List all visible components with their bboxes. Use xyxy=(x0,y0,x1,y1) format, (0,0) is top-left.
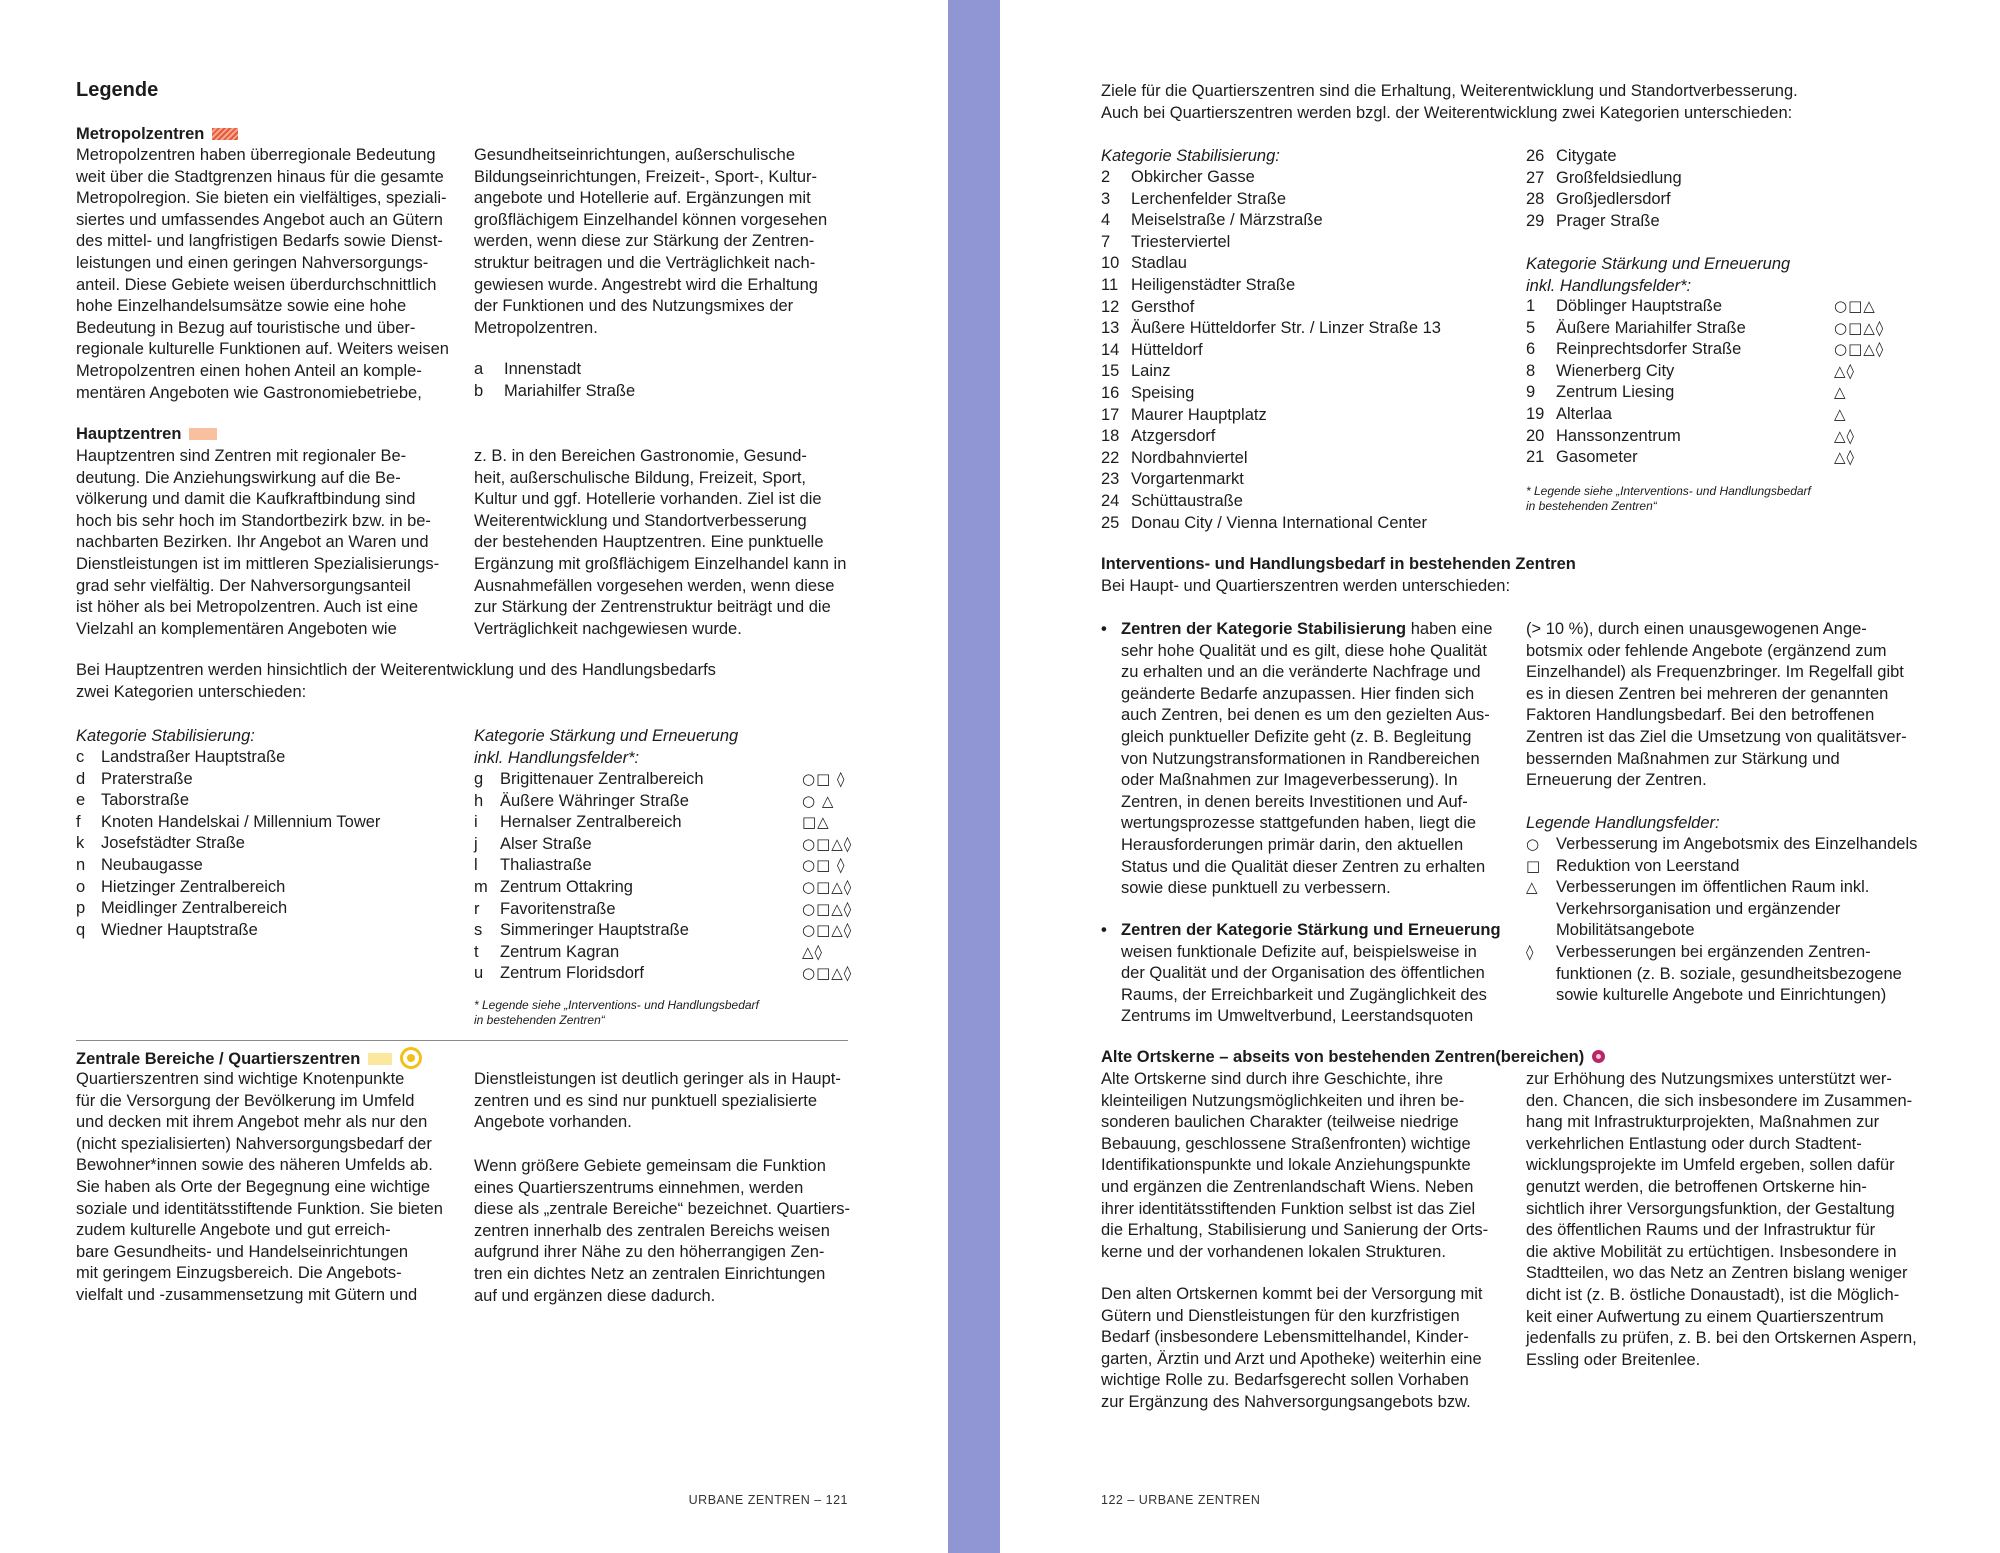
list-item: u Zentrum Floridsdorf ○□△◊ xyxy=(474,963,874,985)
list-item: q Wiedner Hauptstraße xyxy=(76,920,258,939)
list-item: 21 Gasometer △◊ xyxy=(1526,447,1906,469)
list-item: 4 Meiselstraße / Märzstraße xyxy=(1101,211,1323,230)
list-item: 8 Wienerberg City △◊ xyxy=(1526,361,1906,383)
handlungsfeld-symbols: ○□△◊ xyxy=(802,899,853,918)
list-item: j Alser Straße ○□△◊ xyxy=(474,834,874,856)
haupt-footnote: * Legende siehe „Interventions- und Handlungsbedarf in bestehenden Zentren“ xyxy=(474,998,759,1027)
legend-title: Legende xyxy=(76,79,159,101)
handlungsfeld-symbols: ○□△◊ xyxy=(802,921,853,940)
list-item: 5 Äußere Mariahilfer Straße ○□△◊ xyxy=(1526,318,1906,340)
handlungsfeld-symbols: ○□△◊ xyxy=(802,877,853,896)
handlungsfeld-symbols: △◊ xyxy=(1834,448,1855,467)
legend-handlungsfelder xyxy=(1526,834,1946,1007)
list-item: 10 Stadlau xyxy=(1101,254,1187,273)
handlungsfeld-symbols: ○ △ xyxy=(802,791,835,810)
handlungsfeld-symbols: △◊ xyxy=(1834,426,1855,445)
quartier-footnote: * Legende siehe „Interventions- und Handlungsbedarf in bestehenden Zentren“ xyxy=(1526,484,1811,513)
bullet-stabilisierung: • Zentren der Kategorie Stabilisierung haben eine sehr hohe Qualität und es gilt, diese hohe Qualität zu erhalten und an die veränderte Nachfrage und geänderte Bedarfe anzupassen. Hier finden sich auch Zentren, bei denen es um den gezielten Aus- gleich punktueller Defizite geht (z. B. Begleitung von Nutzungstransformationen in Randbereichen oder Maßnahmen zur Imageverbesserung). In Zentren, in denen bereits Investitionen und Auf- wertungsprozesse stattgefunden haben, liegt die Herausforderungen primär darin, den aktuellen Status und die Qualität dieser Zentren zu erhalten sowie diese punktuell zu verbessern. xyxy=(1101,619,1521,900)
list-item: 15 Lainz xyxy=(1101,362,1171,381)
list-item: 24 Schüttaustraße xyxy=(1101,491,1243,510)
list-item: o Hietzinger Zentralbereich xyxy=(76,877,286,896)
quartier-stab-heading: Kategorie Stabilisierung: xyxy=(1101,147,1280,165)
list-item: △ Verbesserungen im öffentlichen Raum inkl. Verkehrsorganisation und ergänzender Mobilitätsangebote xyxy=(1526,877,1946,942)
list-item: f Knoten Handelskai / Millennium Tower xyxy=(76,812,381,831)
list-item: 9 Zentrum Liesing △ xyxy=(1526,382,1906,404)
haupt-heading-text: Hauptzentren xyxy=(76,425,182,443)
list-item: 14 Hütteldorf xyxy=(1101,340,1203,359)
list-item: 3 Lerchenfelder Straße xyxy=(1101,189,1287,208)
diamond-icon: ◊ xyxy=(1526,942,1534,961)
list-item: 16 Speising xyxy=(1101,383,1195,402)
list-item: 2 Obkircher Gasse xyxy=(1101,168,1255,186)
list-item: 7 Triesterviertel xyxy=(1101,232,1231,251)
haupt-intro: Bei Hauptzentren werden hinsichtlich der Weiterentwicklung und des Handlungsbedarfs zwei Kategorien unterschieden: xyxy=(76,661,716,701)
list-item: n Neubaugasse xyxy=(76,855,203,874)
metro-heading-text: Metropolzentren xyxy=(76,125,205,143)
circle-icon: ○ xyxy=(1526,835,1540,853)
list-item: 13 Äußere Hütteldorfer Str. / Linzer Straße 13 xyxy=(1101,319,1441,338)
interv-intro: Bei Haupt- und Quartierszentren werden unterschieden: xyxy=(1101,577,1511,595)
list-item: 12 Gersthof xyxy=(1101,297,1195,316)
bullet-icon: • xyxy=(1101,620,1107,638)
triangle-icon: △ xyxy=(1526,878,1538,897)
list-item: t Zentrum Kagran △◊ xyxy=(474,942,874,964)
list-item: s Simmeringer Hauptstraße ○□△◊ xyxy=(474,920,874,942)
list-item: 29 Prager Straße xyxy=(1526,211,1660,230)
list-item: 23 Vorgartenmarkt xyxy=(1101,470,1244,489)
bullet-icon: • xyxy=(1101,921,1107,939)
list-item: k Josefstädter Straße xyxy=(76,834,245,853)
haupt-heading xyxy=(76,424,217,446)
quartier-text-col2a: Dienstleistungen ist deutlich geringer als in Haupt- zentren und es sind nur punktuell spezialisierte Angebote vorhanden. xyxy=(474,1070,841,1132)
handlungsfeld-symbols: □△ xyxy=(802,813,830,832)
list-item: 25 Donau City / Vienna International Center xyxy=(1101,513,1427,532)
haupt-stab-heading: Kategorie Stabilisierung: xyxy=(76,727,255,745)
list-item: 20 Hanssonzentrum △◊ xyxy=(1526,426,1906,448)
list-item: i Hernalser Zentralbereich □△ xyxy=(474,812,874,834)
list-item: h Äußere Währinger Straße ○ △ xyxy=(474,791,874,813)
metro-text-col1: Metropolzentren haben überregionale Bedeutung weit über die Stadtgrenzen hinaus für die gesamte Metropolregion. Sie bieten ein vielfältiges, speziali- siertes und umfassendes Angebot auch an Gütern des mittel- und langfristigen Bedarfs sowie Dienst- leistungen und einen geringen Nahversorgungs- anteil. Diese Gebiete weisen überdurchschnittlich hohe Einzelhandelsumsätze sowie eine hohe Bedeutung in Bezug auf touristische und über- regionale kulturelle Funktionen auf. Weiters weisen Metropolzentren einen hohen Anteil an komple- mentären Angeboten wie Gastronomiebetriebe, xyxy=(76,146,449,402)
quartier-text-col2b: Wenn größere Gebiete gemeinsam die Funktion eines Quartierszentrums einnehmen, werden diese als „zentrale Bereiche“ bezeichnet. Quartiers- zentren innerhalb des zentralen Bereichs weisen aufgrund ihrer Nähe zu den höherrangigen Zen- tren ein dichtes Netz an zentralen Einrichtungen auf und ergänzen diese dadurch. xyxy=(474,1157,851,1305)
handlungsfeld-symbols: ○□△ xyxy=(1834,297,1876,315)
quartier-swatch-icon xyxy=(368,1053,392,1065)
left-page xyxy=(0,0,948,1553)
handlungsfeld-symbols: △ xyxy=(1834,404,1847,423)
quartier-circle-icon xyxy=(400,1047,422,1069)
handlungsfeld-symbols: ○□ ◊ xyxy=(802,770,846,788)
list-item: 26 Citygate xyxy=(1526,147,1617,165)
alte-text-col2: zur Erhöhung des Nutzungsmixes unterstützt wer- den. Chancen, die sich insbesondere im Zusammen- hang mit Infrastrukturprojekten, Maßnahmen zur verkehrlichen Entlastung oder durch Stadtent- wicklungsprojekte im Umfeld ergeben, sollen dafür genutzt werden, die betroffenen Ortskerne hin- sichtlich ihrer Versorgungsfunktion, der Gestaltung des öffentlichen Raums und der Infrastruktur für die aktive Mobilität zu ertüchtigen. Insbesondere in Stadtteilen, wo das Netz an Zentren bislang weniger dicht ist (z. B. östliche Donaustadt), ist die Möglich- keit einer Aufwertung zu einem Quartierszentrum jedenfalls zu prüfen, z. B. bei den Ortskernen Aspern, Essling oder Breitenlee. xyxy=(1526,1070,1917,1369)
haupt-staerk-list xyxy=(474,769,874,985)
list-item: 18 Atzgersdorf xyxy=(1101,427,1216,446)
square-icon: □ xyxy=(1526,856,1541,875)
list-item: g Brigittenauer Zentralbereich ○□ ◊ xyxy=(474,769,874,791)
list-item: 6 Reinprechtsdorfer Straße ○□△◊ xyxy=(1526,339,1906,361)
handlungsfeld-symbols: ○□△◊ xyxy=(802,964,853,983)
list-item: p Meidlinger Zentralbereich xyxy=(76,899,288,918)
page-footer-right: 122 – URBANE ZENTREN xyxy=(1101,1493,1261,1507)
page-footer-left: URBANE ZENTREN – 121 xyxy=(688,1493,848,1507)
metro-heading xyxy=(76,124,238,146)
haupt-text-col1: Hauptzentren sind Zentren mit regionaler Be- deutung. Die Anziehungswirkung auf die Be- völkerung und damit die Kaufkraftbindung sind hoch bis sehr hoch im Standortbezirk bzw. in be- nachbarten Bezirken. Ihr Angebot an Waren und Dienstleistungen ist im mittleren Spezialisierungs- grad sehr vielfältig. Der Nahversorgungsanteil ist höher als bei Metropolzentren. Auch ist eine Vielzahl an komplementären Angeboten wie xyxy=(76,447,440,638)
quartier-staerk-heading: Kategorie Stärkung und Erneuerung inkl. Handlungsfelder*: xyxy=(1526,255,1791,295)
ortskern-dot-icon xyxy=(1592,1050,1605,1063)
quartier-intro: Ziele für die Quartierszentren sind die Erhaltung, Weiterentwicklung und Standortverbesserung. Auch bei Quartierszentren werden bzgl. der Weiterentwicklung zwei Kategorien unterschieden: xyxy=(1101,82,1798,122)
list-item: 28 Großjedlersdorf xyxy=(1526,190,1671,209)
list-item: 27 Großfeldsiedlung xyxy=(1526,168,1682,187)
list-item: e Taborstraße xyxy=(76,791,190,810)
metro-list xyxy=(474,359,854,402)
handlungsfeld-symbols: ○□△◊ xyxy=(802,834,853,853)
haupt-stab-list xyxy=(76,747,466,941)
metro-text-col2: Gesundheitseinrichtungen, außerschulische Bildungseinrichtungen, Freizeit-, Sport-, Kultur- angebote und Hotellerie auf. Ergänzungen mit großflächigem Einzelhandel können vorgesehen werden, wenn diese zur Stärkung der Zentren- struktur beitragen und die Verträglichkeit nach- gewiesen wurde. Angestrebt wird die Erhaltung der Funktionen und des Nutzungsmixes der Metropolzentren. xyxy=(474,146,828,337)
haupt-staerk-heading: Kategorie Stärkung und Erneuerung inkl. Handlungsfelder*: xyxy=(474,727,739,767)
right-page xyxy=(1000,0,2000,1553)
list-item: a Innenstadt xyxy=(474,360,582,378)
list-item: 1 Döblinger Hauptstraße ○□△ xyxy=(1526,296,1906,318)
legend-handlungsfelder-heading: Legende Handlungsfelder: xyxy=(1526,814,1720,832)
quartier-heading-text: Zentrale Bereiche / Quartierszentren xyxy=(76,1050,361,1068)
list-item: l Thaliastraße ○□ ◊ xyxy=(474,855,874,877)
quartier-staerk-list xyxy=(1526,296,1906,469)
quartier-stab-list-2 xyxy=(1526,146,1906,232)
list-item: r Favoritenstraße ○□△◊ xyxy=(474,899,874,921)
handlungsfeld-symbols: △◊ xyxy=(1834,361,1855,380)
quartier-stab-list xyxy=(1101,167,1521,534)
alte-heading-text: Alte Ortskerne – abseits von bestehenden Zentren(bereichen) xyxy=(1101,1048,1585,1066)
list-item: 19 Alterlaa △ xyxy=(1526,404,1906,426)
list-item: m Zentrum Ottakring ○□△◊ xyxy=(474,877,874,899)
interv-heading: Interventions- und Handlungsbedarf in bestehenden Zentren xyxy=(1101,555,1576,573)
handlungsfeld-symbols: △ xyxy=(1834,383,1847,402)
bullet-staerkung: • Zentren der Kategorie Stärkung und Erneuerung weisen funktionale Defizite auf, beispielsweise in der Qualität und der Organisation des öffentlichen Raums, der Erreichbarkeit und Zugänglichkeit des Zentrums im Umweltverbund, Leerstandsquoten xyxy=(1101,920,1521,1028)
handlungsfeld-symbols: ○□△◊ xyxy=(1834,340,1885,359)
handlungsfeld-symbols: △◊ xyxy=(802,942,823,961)
list-item: ○ Verbesserung im Angebotsmix des Einzelhandels xyxy=(1526,834,1946,856)
quartier-text-col1: Quartierszentren sind wichtige Knotenpunkte für die Versorgung der Bevölkerung im Umfeld und decken mit ihrem Angebot mehr als nur den (nicht spezialisierten) Nahversorgungsbedarf der Bewohner*innen sowie des näheren Umfelds ab. Sie haben als Orte der Begegnung eine wichtige soziale und identitätsstiftende Funktion. Sie bieten zudem kulturelle Angebote und gut erreich- bare Gesundheits- und Handelseinrichtungen mit geringem Einzugsbereich. Die Angebots- vielfalt und -zusammensetzung mit Gütern und xyxy=(76,1070,443,1304)
handlungsfeld-symbols: ○□ ◊ xyxy=(802,856,846,875)
haupt-swatch-icon xyxy=(189,428,217,440)
alte-heading xyxy=(1101,1047,1605,1069)
handlungsfeld-symbols: ○□△◊ xyxy=(1834,318,1885,337)
list-item: 22 Nordbahnviertel xyxy=(1101,448,1248,467)
list-item: □ Reduktion von Leerstand xyxy=(1526,856,1946,878)
alte-text-col1b: Den alten Ortskernen kommt bei der Versorgung mit Gütern und Dienstleistungen für den kurzfristigen Bedarf (insbesondere Lebensmittelhandel, Kinder- garten, Ärztin und Arzt und Apotheke) weiterhin eine wichtige Rolle zu. Bedarfsgerecht sollen Vorhaben zur Ergänzung des Nahversorgungsangebots bzw. xyxy=(1101,1285,1483,1411)
interv-text-col2: (> 10 %), durch einen unausgewogenen Ange- botsmix oder fehlende Angebote (ergänzend zum Einzelhandel) als Frequenzbringer. Im Regelfall gibt es in diesen Zentren bei mehreren der genannten Faktoren Handlungsbedarf. Bei den betroffenen Zentren ist das Ziel die Umsetzung von qualitätsver- bessernden Maßnahmen zur Stärkung und Erneuerung der Zentren. xyxy=(1526,620,1907,790)
list-item: c Landstraßer Hauptstraße xyxy=(76,748,286,766)
section-divider xyxy=(76,1040,848,1041)
alte-text-col1a: Alte Ortskerne sind durch ihre Geschichte, ihre kleinteiligen Nutzungsmöglichkeiten und ihren be- sonderen baulichen Charakter (teilweise niedrige Bebauung, geschlossene Straßenfronten) wichtige Identifikationspunkte und lokale Anziehungspunkte und ergänzen die Zentrenlandschaft Wiens. Neben ihrer identitätsstiftenden Funktion selbst ist das Ziel die Erhaltung, Stabilisierung und Sanierung der Orts- kerne und der vorhandenen lokalen Strukturen. xyxy=(1101,1070,1489,1261)
metro-hatch-icon xyxy=(212,128,238,140)
haupt-text-col2: z. B. in den Bereichen Gastronomie, Gesund- heit, außerschulische Bildung, Freizeit, Sport, Kultur und ggf. Hotellerie vorhanden. Ziel ist die Weiterentwicklung und Standortverbesserung der bestehenden Hauptzentren. Eine punktuelle Ergänzung mit großflächigem Einzelhandel kann in Ausnahmefällen vorgesehen werden, wenn diese zur Stärkung der Zentrenstruktur beiträgt und die Verträglichkeit nachgewiesen wurde. xyxy=(474,447,847,638)
book-spine xyxy=(948,0,1000,1553)
list-item: d Praterstraße xyxy=(76,769,193,788)
quartier-heading xyxy=(76,1047,422,1071)
list-item: 17 Maurer Hauptplatz xyxy=(1101,405,1267,424)
list-item: ◊ Verbesserungen bei ergänzenden Zentren- funktionen (z. B. soziale, gesundheitsbezogene sowie kulturelle Angebote und Einrichtungen) xyxy=(1526,942,1946,1007)
list-item: b Mariahilfer Straße xyxy=(474,381,636,400)
list-item: 11 Heiligenstädter Straße xyxy=(1101,275,1296,294)
